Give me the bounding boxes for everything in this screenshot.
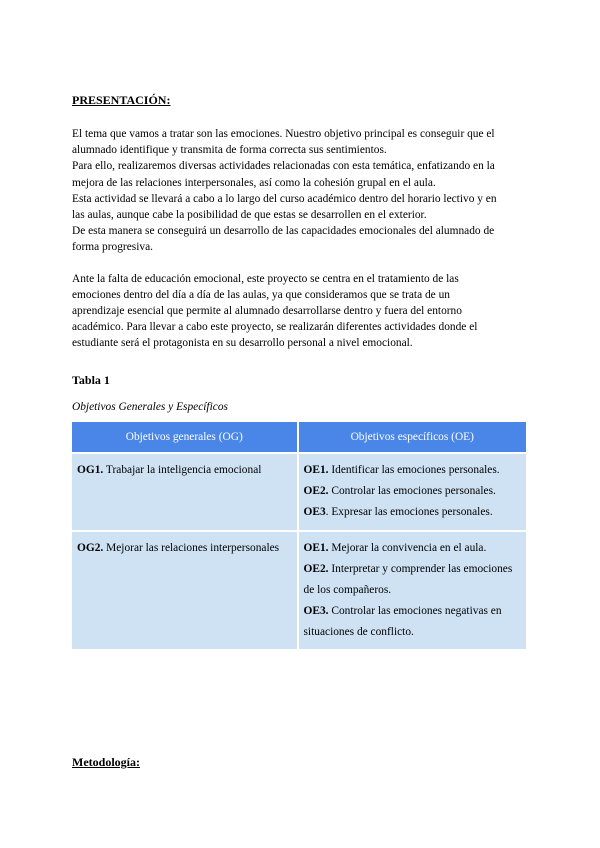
paragraph-line: aprendizaje esencial que permite al alumnado desarrollarse dentro y fuera del entorno — [72, 305, 462, 318]
objective-text: Trabajar la inteligencia emocional — [103, 464, 262, 476]
paragraph-line: emociones dentro del día a día de las aulas, ya que consideramos que se trata de un — [72, 288, 450, 301]
presentation-paragraph-2 — [72, 271, 526, 352]
methodology-heading: Metodología: — [72, 755, 140, 769]
presentation-heading: PRESENTACIÓN: — [72, 93, 171, 107]
objectives-table — [72, 422, 526, 649]
paragraph-line: académico. Para llevar a cabo este proyecto, se realizarán diferentes actividades donde el — [72, 321, 478, 334]
objective-text: Identificar las emociones personales. — [328, 464, 500, 476]
specific-objectives-cell — [299, 532, 527, 649]
table-row — [72, 532, 526, 649]
table-row — [72, 454, 526, 532]
objective-code: OE3. — [303, 605, 329, 617]
specific-objective — [304, 538, 522, 559]
paragraph-line: alumnado identifique y transmita de forma correcta sus sentimientos. — [72, 144, 387, 157]
table-caption: Objetivos Generales y Específicos — [72, 400, 228, 413]
paragraph-line: mejora de las relaciones interpersonales, así como la cohesión grupal en el aula. — [72, 176, 436, 189]
objective-text: Controlar las emociones personales. — [328, 485, 496, 497]
presentation-paragraph-1 — [72, 126, 526, 256]
objective-code: OE3 — [303, 506, 326, 518]
objective-code: OG1. — [77, 464, 104, 476]
paragraph-line: forma progresiva. — [72, 241, 153, 254]
objective-code: OE1. — [303, 464, 329, 476]
general-objective-cell — [72, 454, 299, 532]
objective-text: Mejorar la convivencia en el aula. — [328, 542, 487, 554]
paragraph-line: El tema que vamos a tratar son las emociones. Nuestro objetivo principal es conseguir que el — [72, 128, 495, 140]
general-objective-cell — [72, 532, 299, 649]
paragraph-line: Ante la falta de educación emocional, este proyecto se centra en el tratamiento de las — [72, 272, 459, 285]
document-page — [72, 92, 526, 415]
objective-text: Mejorar las relaciones interpersonales — [103, 542, 280, 554]
specific-objective — [304, 559, 522, 601]
objective-text: . Expresar las emociones personales. — [325, 506, 493, 518]
paragraph-line: De esta manera se conseguirá un desarrollo de las capacidades emocionales del alumnado de — [72, 225, 495, 238]
specific-objective — [304, 460, 522, 481]
objective-code: OE2. — [303, 485, 329, 497]
specific-objectives-cell — [299, 454, 527, 532]
paragraph-line: Esta actividad se llevará a cabo a lo largo del curso académico dentro del horario lectivo y en — [72, 192, 497, 205]
specific-objective — [304, 601, 522, 643]
objective-code: OE1. — [303, 542, 329, 554]
table-label: Tabla 1 — [72, 372, 110, 387]
specific-objective — [304, 502, 522, 523]
objective-text: Interpretar y comprender las emociones de los compañeros. — [303, 563, 513, 596]
objective-text: Controlar las emociones negativas en situaciones de conflicto. — [303, 605, 502, 638]
objective-code: OE2. — [303, 563, 329, 575]
specific-objective — [304, 481, 522, 502]
table-header-row — [72, 422, 526, 454]
header-general-objectives: Objetivos generales (OG) — [72, 422, 299, 454]
paragraph-line: estudiante será el protagonista en su desarrollo personal a nivel emocional. — [72, 337, 413, 350]
objective-code: OG2. — [77, 542, 104, 554]
paragraph-line: Para ello, realizaremos diversas actividades relacionadas con esta temática, enfatizando en la — [72, 160, 495, 173]
header-specific-objectives: Objetivos específicos (OE) — [299, 422, 527, 454]
paragraph-line: las aulas, aunque cabe la posibilidad de que estas se desarrollen en el exterior. — [72, 209, 427, 222]
